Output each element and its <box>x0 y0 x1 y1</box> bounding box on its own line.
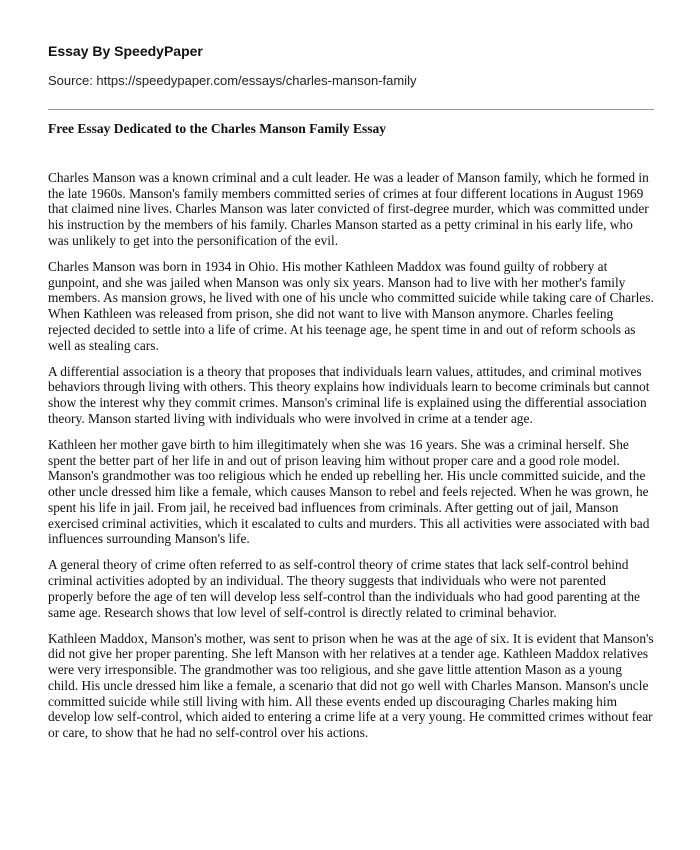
essay-body <box>48 170 654 751</box>
essay-paragraph: Kathleen Maddox, Manson's mother, was sent to prison when he was at the age of six. It is evident that Manson's did not give her proper parenting. She left Manson with her relatives at a tender age. Kathleen Maddox relatives were very irresponsible. The grandmother was too religious, and she gave little attention Mason as a young child. His uncle dressed him like a female, a scenario that did not go well with Charles Manson. Manson's uncle committed suicide while still living with him. All these events ended up discouraging Charles making him develop low self-control, which aided to entering a crime life at a very young. He committed crimes without fear or care, to show that he had no self-control over his actions. <box>48 630 654 740</box>
essay-paragraph: Kathleen her mother gave birth to him illegitimately when she was 16 years. She was a criminal herself. She spent the better part of her life in and out of prison leaving him without proper care and a good role model. Manson's grandmother was too religious which he ended up rebelling her. His uncle committed suicide, and the other uncle dressed him like a female, which causes Manson to rebel and feels rejected. When he was grown, he spent his life in jail. From jail, he received bad influences from criminals. After getting out of jail, Manson exercised criminal activities, which it escalated to cults and murders. This all activities were associated with bad influences surrounding Manson's life. <box>48 437 650 547</box>
header-divider <box>48 109 654 110</box>
essay-paragraph: Charles Manson was a known criminal and a cult leader. He was a leader of Manson family, which he formed in the late 1960s. Manson's family members committed series of crimes at four different locations in August 1969 that claimed nine lives. Charles Manson was later convicted of first-degree murder, which was committed under his instruction by the members of his family. Charles Manson started as a petty criminal in his early life, who was unlikely to get into the personification of the evil. <box>48 170 649 248</box>
essay-title: Free Essay Dedicated to the Charles Manson Family Essay <box>48 121 386 136</box>
essay-paragraph: A differential association is a theory that proposes that individuals learn values, attitudes, and criminal motives behaviors through living with others. This theory explains how individuals learn to become criminals but cannot show the interest why they commit crimes. Manson's criminal life is explained using the differential association theory. Manson started living with individuals who were involved in crime at a tender age. <box>48 363 650 426</box>
brand-title: Essay By SpeedyPaper <box>48 43 203 59</box>
source-line: Source: https://speedypaper.com/essays/charles-manson-family <box>48 73 417 88</box>
essay-paragraph: Charles Manson was born in 1934 in Ohio. His mother Kathleen Maddox was found guilty of robbery at gunpoint, and she was jailed when Manson was only six years. Manson had to live with her mother's family members. As mansion grows, he lived with one of his uncle who committed suicide while taking care of Charles. When Kathleen was released from prison, she did not want to live with Manson anymore. Charles feeling rejected decided to settle into a life of crime. At his teenage age, he spent time in and out of reform schools as well as stealing cars. <box>48 259 654 353</box>
essay-paragraph: A general theory of crime often referred to as self-control theory of crime states that lack self-control behind criminal activities adopted by an individual. The theory suggests that individuals who were not parented properly before the age of ten will develop less self-control than the individuals who had good parenting at the same age. Research shows that low level of self-control is directly related to criminal behavior. <box>48 557 640 620</box>
